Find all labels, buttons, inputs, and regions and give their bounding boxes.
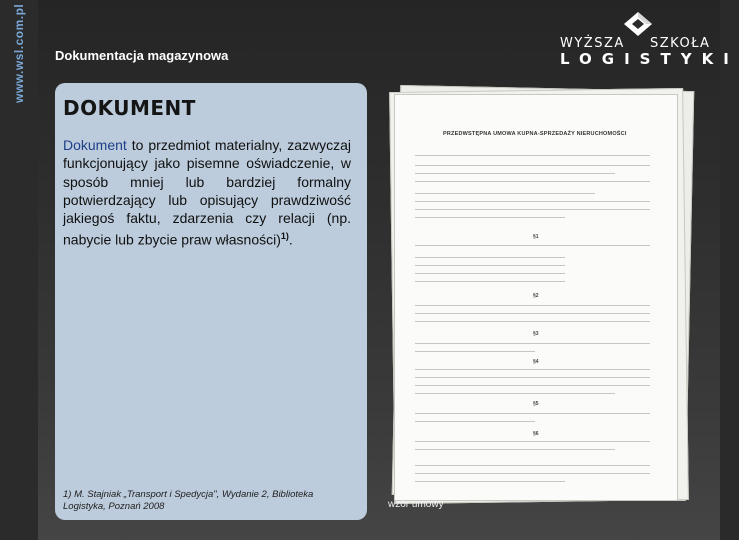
slide-section-title: Dokumentacja magazynowa bbox=[55, 48, 229, 63]
left-strip bbox=[0, 0, 38, 540]
form-text-line bbox=[415, 245, 650, 246]
form-text-line bbox=[415, 441, 650, 442]
paragraph-mark: §6 bbox=[533, 431, 539, 437]
logo-word-2: SZKOŁA bbox=[650, 36, 711, 51]
paragraph-mark: §2 bbox=[533, 293, 539, 299]
definition-card bbox=[55, 83, 367, 520]
logo-line-2: LOGISTYKI bbox=[560, 50, 739, 68]
form-text-line bbox=[415, 421, 535, 422]
form-text-line bbox=[415, 257, 565, 258]
form-text-line bbox=[415, 165, 650, 166]
definition-text bbox=[63, 136, 351, 249]
paragraph-mark: §4 bbox=[533, 359, 539, 365]
form-text-line bbox=[415, 273, 565, 274]
form-text-line bbox=[415, 351, 535, 352]
form-text-line bbox=[415, 377, 650, 378]
definition-rest: to przedmiot materialny, zazwyczaj funkcjonujący jako pisemne oświadczenie, w sposób mniej lub bardziej formalny potwierdzający lub opisujący prawdziwość jakiegoś faktu, zdarzenia czy relacji (np. nabycie lub zbycie praw własności) bbox=[63, 137, 351, 249]
definition-end: . bbox=[288, 232, 293, 249]
card-heading: DOKUMENT bbox=[63, 96, 196, 120]
form-text-line bbox=[415, 321, 650, 322]
document-image bbox=[388, 86, 698, 516]
form-text-line bbox=[415, 385, 650, 386]
form-text-line bbox=[415, 217, 565, 218]
form-text-line bbox=[415, 201, 650, 202]
image-caption: wzór umowy bbox=[388, 499, 444, 510]
form-text-line bbox=[415, 181, 650, 182]
form-text-line bbox=[415, 305, 650, 306]
form-text-line bbox=[415, 173, 615, 174]
lead-word: Dokument bbox=[63, 137, 127, 153]
form-text-line bbox=[415, 473, 650, 474]
form-text-line bbox=[415, 413, 650, 414]
form-text-line bbox=[415, 481, 565, 482]
form-text-line bbox=[415, 281, 565, 282]
form-text-line bbox=[415, 313, 650, 314]
form-text-line bbox=[415, 155, 650, 156]
form-text-line bbox=[415, 449, 615, 450]
logo-line-1 bbox=[560, 36, 711, 51]
logo-word-1: WYŻSZA bbox=[560, 36, 625, 51]
paragraph-mark: §3 bbox=[533, 331, 539, 337]
footnote-ref: 1) bbox=[280, 231, 289, 242]
paragraph-mark: §5 bbox=[533, 401, 539, 407]
paragraph-mark: §1 bbox=[533, 234, 539, 240]
form-text-line bbox=[415, 465, 650, 466]
form-text-line bbox=[415, 369, 650, 370]
school-logo bbox=[556, 10, 739, 68]
form-text-line bbox=[415, 193, 595, 194]
form-text-line bbox=[415, 393, 615, 394]
footnote: 1) M. Stajniak „Transport i Spedycja", Wydanie 2, Biblioteka Logistyka, Poznań 2008 bbox=[63, 489, 314, 512]
form-text-line bbox=[415, 209, 650, 210]
form-title: PRZEDWSTĘPNA UMOWA KUPNA-SPRZEDAŻY NIERUCHOMOŚCI bbox=[443, 131, 627, 137]
form-text-line bbox=[415, 343, 650, 344]
paper-sheet-front bbox=[394, 94, 678, 501]
form-text-line bbox=[415, 265, 565, 266]
website-url[interactable]: www.wsl.com.pl bbox=[12, 4, 26, 104]
